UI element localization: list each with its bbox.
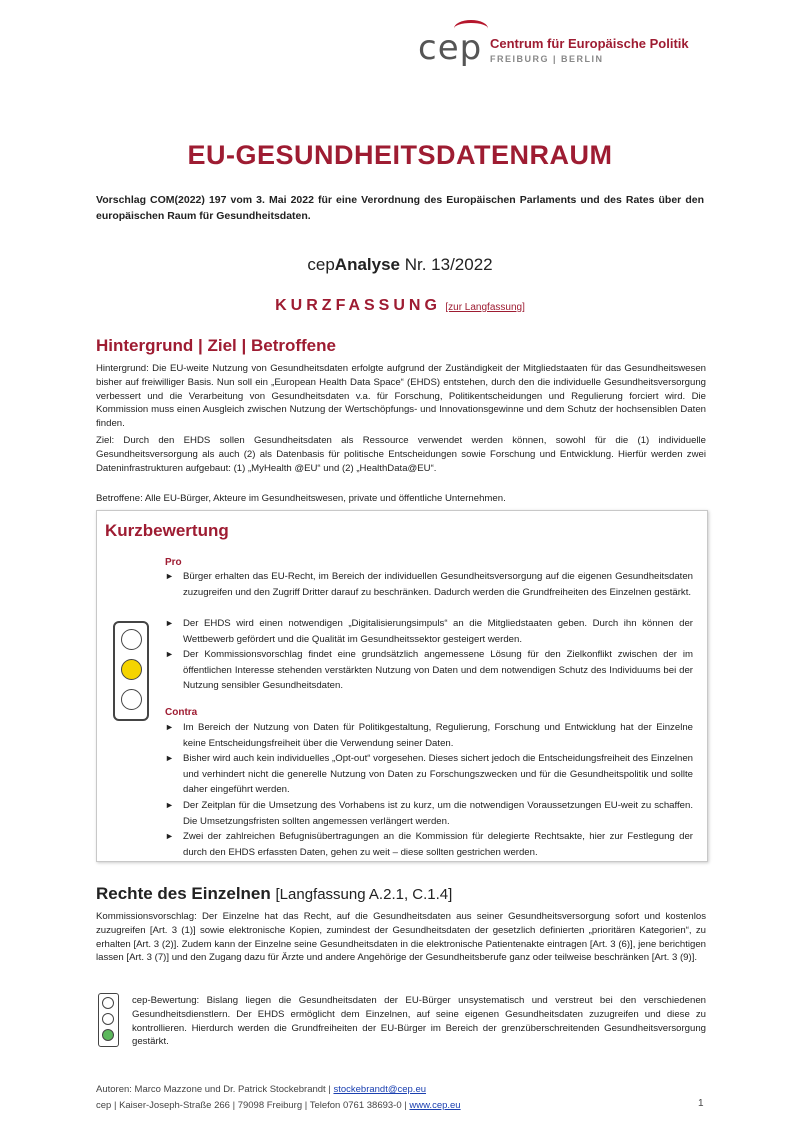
pro-item: ► Der Kommissionsvorschlag findet eine grundsätzlich angemessene Lösung für den Zielkonflikt zwischen der im öffentlichen Interesse stehenden verstärkten Nutzung von Daten und dem notwendigen Schutz des Individuums bei der Nutzung sensibler Gesundheitsdaten. [165, 649, 693, 691]
kurzfassung-label: KURZFASSUNG [275, 297, 441, 314]
footer-authors-line [96, 1082, 461, 1098]
analysis-nr: Nr. 13/2022 [400, 255, 493, 274]
logo-name: Centrum für Europäische Politik [490, 36, 689, 51]
footer-address: cep | Kaiser-Joseph-Straße 266 | 79098 Freiburg | Telefon 0761 38693-0 | [96, 1100, 410, 1111]
kurzfassung-heading [0, 297, 800, 315]
contra-item: ► Im Bereich der Nutzung von Daten für Politikgestaltung, Regulierung, Forschung und Entwicklung hat der Einzelne keine Entscheidungsfreiheit über die Verwendung seiner Daten. [165, 722, 693, 749]
contra-label: Contra [165, 707, 198, 718]
bullet-arrow-icon: ► [165, 649, 174, 659]
traffic-light-yellow-icon [121, 659, 142, 680]
analysis-number [0, 255, 800, 275]
logo-mark: cep [418, 28, 483, 68]
pro-item: ► Bürger erhalten das EU-Recht, im Bereich der individuellen Gesundheitsversorgung auf die eigenen Gesundheitsdaten zuzugreifen und den Zugriff Dritter darauf zu beschränken. Dadurch werden die Grundfreiheiten des Einzelnen gestärkt. [165, 571, 693, 598]
paragraph-ziel: Ziel: Durch den EHDS sollen Gesundheitsdaten als Ressource verwendet werden können, sowohl für die (1) individuelle Gesundheitsversorgung als auch (2) als Datenbasis für politische Entscheidungen sowie Forschung und Entwicklung. Hierfür werden zwei Dateninfrastrukturen aufgebaut: (1) „MyHealth @EU“ und (2) „HealthData@EU“. [96, 435, 706, 474]
analysis-prefix: cep [307, 255, 335, 274]
bullet-arrow-icon: ► [165, 753, 174, 763]
footer [96, 1082, 461, 1114]
kurzbewertung-heading: Kurzbewertung [105, 521, 229, 540]
pro-item: ► Der EHDS wird einen notwendigen „Digitalisierungsimpuls“ an die Mitgliedstaaten geben. Durch ihn können der Wettbewerb gefördert und die Qualität im Gesundheitssektor gesteigert werden. [165, 618, 693, 645]
contra-item: ► Zwei der zahlreichen Befugnisübertragungen an die Kommission für delegierte Rechtsakte, hier zur Festlegung der durch den EHDS erfassten Daten, gehen zu weit – diese sollten gestrichen werden. [165, 831, 693, 858]
section-heading-hintergrund: Hintergrund | Ziel | Betroffene [96, 336, 336, 355]
contra-item: ► Bisher wird auch kein individuelles „Opt-out“ vorgesehen. Dieses sichert jedoch die Entscheidungsfreiheit des Einzelnen und verhindert nicht die generelle Nutzung von Daten zu Forschungszwecken und für die Gesundheitspolitik und sollte daher eingeführt werden. [165, 753, 693, 795]
traffic-light-small-green-icon [102, 1029, 114, 1041]
traffic-light-green-icon [121, 689, 142, 710]
paragraph-hintergrund: Hintergrund: Die EU-weite Nutzung von Gesundheitsdaten erfolgte aufgrund der Zuständigkeit der Mitgliedstaaten für das Gesundheitswesen bisher auf freiwilliger Basis. Nun soll ein „European Health Data Space“ (EHDS) entstehen, durch den die individuelle Gesundheitsversorgung verbessert und die Verarbeitung von Gesundheitsdaten v.a. für Forschung, Politikentscheidungen und Regulierung forciert wird. Die Kommission muss einen Ausgleich zwischen Nutzung der Wertschöpfungs- und Innovationsgewinne und dem Schutz der hochsensiblen Daten finden. [96, 363, 706, 430]
bullet-arrow-icon: ► [165, 618, 174, 628]
bullet-arrow-icon: ► [165, 571, 174, 581]
bullet-arrow-icon: ► [165, 722, 174, 732]
analysis-bold: Analyse [334, 255, 400, 274]
page-number: 1 [698, 1098, 704, 1109]
traffic-light-small-red-icon [102, 997, 114, 1009]
logo-subtitle: FREIBURG | BERLIN [490, 54, 604, 64]
traffic-light-icon [113, 621, 149, 721]
footer-address-line [96, 1098, 461, 1114]
traffic-light-small-icon [98, 993, 119, 1047]
contra-item: ► Der Zeitplan für die Umsetzung des Vorhabens ist zu kurz, um die notwendigen Voraussetzungen EU-weit zu schaffen. Die Umsetzungsfristen sollten angemessen verlängert werden. [165, 800, 693, 827]
document-title: EU-GESUNDHEITSDATENRAUM [187, 140, 613, 170]
section-heading-rechte-ref: [Langfassung A.2.1, C.1.4] [275, 886, 453, 903]
bullet-arrow-icon: ► [165, 831, 174, 841]
paragraph-kommissionsvorschlag: Kommissionsvorschlag: Der Einzelne hat das Recht, auf die Gesundheitsdaten aus seiner Gesundheitsversorgung sofort und kostenlos zuzugreifen [Art. 3 (1)] sowie elektronische Kopien, zumindest der Gesundheitsdaten der gesetzlich definierten „prioritären Kategorien“, zu erhalten [Art. 3 (2)]. Zudem kann der Einzelne seine Gesundheitsdaten in die elektronische Patientenakte eintragen [Art. 3 (6)], jene berichtigen lassen [Art. 3 (7)] und den Zugang dazu für Ärzte und andere Angehörige der Gesundheitsberufe ganz oder teilweise beschränken [Art. 3 (9)]. [96, 911, 706, 964]
kurzbewertung-box [96, 510, 708, 862]
pro-label: Pro [165, 557, 182, 568]
website-link[interactable]: www.cep.eu [409, 1100, 461, 1111]
section-heading-rechte [96, 884, 452, 904]
traffic-light-small-yellow-icon [102, 1013, 114, 1025]
paragraph-betroffene: Betroffene: Alle EU-Bürger, Akteure im Gesundheitswesen, private und öffentliche Unternehmen. [96, 493, 506, 504]
bullet-arrow-icon: ► [165, 800, 174, 810]
footer-authors: Autoren: Marco Mazzone und Dr. Patrick Stockebrandt | [96, 1084, 334, 1095]
document-subtitle: Vorschlag COM(2022) 197 vom 3. Mai 2022 für eine Verordnung des Europäischen Parlaments und des Rates über den europäischen Raum für Gesundheitsdaten. [96, 194, 704, 222]
paragraph-cep-bewertung: cep-Bewertung: Bislang liegen die Gesundheitsdaten der EU-Bürger unsystematisch und verstreut bei den verschiedenen Gesundheitsdienstlern. Der EHDS ermöglicht dem Einzelnen, auf seine eigenen Gesundheitsdaten zuzugreifen und diese zu kontrollieren. Hierdurch werden die Grundfreiheiten der EU-Bürger im Bereich der grenzüberschreitenden Gesundheitsversorgung gestärkt. [132, 995, 706, 1048]
section-heading-rechte-title: Rechte des Einzelnen [96, 884, 271, 903]
langfassung-link[interactable]: [zur Langfassung] [445, 302, 525, 313]
traffic-light-red-icon [121, 629, 142, 650]
author-email-link[interactable]: stockebrandt@cep.eu [333, 1084, 427, 1095]
